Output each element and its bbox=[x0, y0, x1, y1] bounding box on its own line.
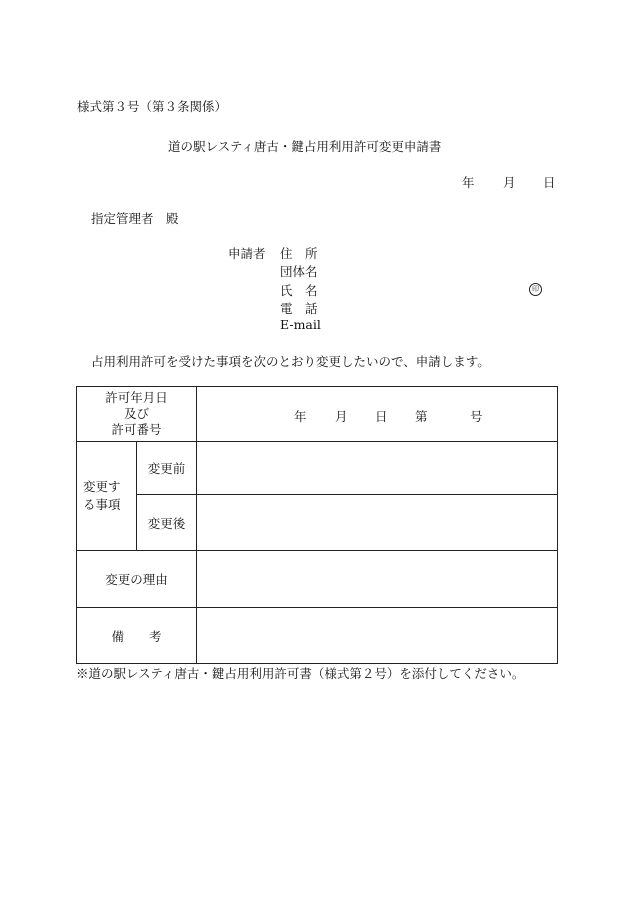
date-year-label: 年 bbox=[462, 175, 475, 190]
date-month-label: 月 bbox=[503, 175, 516, 190]
permit-value-cell[interactable] bbox=[197, 387, 558, 442]
reason-label: 変更の理由 bbox=[77, 551, 197, 608]
permit-number-label: 号 bbox=[470, 409, 483, 424]
permit-header-line3: 許可番号 bbox=[111, 422, 162, 437]
document-title: 道の駅レスティ唐古・鍵占用利用許可変更申請書 bbox=[168, 139, 442, 154]
remarks-input[interactable] bbox=[197, 608, 558, 664]
change-after-row bbox=[77, 495, 558, 551]
after-change-label: 変更後 bbox=[137, 495, 197, 551]
seal-mark-icon: 印 bbox=[529, 283, 542, 296]
remarks-label: 備 考 bbox=[77, 608, 197, 664]
change-form-table bbox=[76, 386, 558, 664]
permit-day-label: 日 bbox=[375, 409, 388, 424]
permit-no-label: 第 bbox=[415, 409, 428, 424]
date-day-label: 日 bbox=[543, 175, 556, 190]
address-field-label: 住 所 bbox=[280, 246, 318, 261]
permit-year-label: 年 bbox=[294, 409, 307, 424]
form-number: 様式第３号（第３条関係） bbox=[77, 99, 228, 114]
permit-header-line2: 及び bbox=[124, 406, 150, 421]
applicant-label: 申請者 bbox=[228, 246, 266, 261]
change-header-line2: る事項 bbox=[83, 497, 121, 512]
before-change-input[interactable] bbox=[197, 442, 558, 495]
phone-field-label: 電 話 bbox=[280, 301, 318, 316]
reason-row bbox=[77, 551, 558, 608]
permit-header-line1: 許可年月日 bbox=[105, 390, 168, 405]
organization-field-label: 団体名 bbox=[280, 264, 318, 279]
before-change-label: 変更前 bbox=[137, 442, 197, 495]
change-header-line1: 変更す bbox=[83, 479, 121, 494]
footnote: ※道の駅レスティ唐古・鍵占用利用許可書（様式第２号）を添付してください。 bbox=[76, 666, 525, 681]
name-field-label: 氏 名 bbox=[280, 283, 318, 298]
permit-month-label: 月 bbox=[335, 409, 348, 424]
change-items-header bbox=[77, 442, 137, 551]
permit-row bbox=[77, 387, 558, 442]
addressee: 指定管理者 殿 bbox=[91, 211, 179, 226]
remarks-row bbox=[77, 608, 558, 664]
after-change-input[interactable] bbox=[197, 495, 558, 551]
email-field-label: E-mail bbox=[280, 317, 321, 332]
change-before-row bbox=[77, 442, 558, 495]
permit-header-cell bbox=[77, 387, 197, 442]
reason-input[interactable] bbox=[197, 551, 558, 608]
intro-text: 占用利用許可を受けた事項を次のとおり変更したいので、申請します。 bbox=[91, 354, 490, 369]
